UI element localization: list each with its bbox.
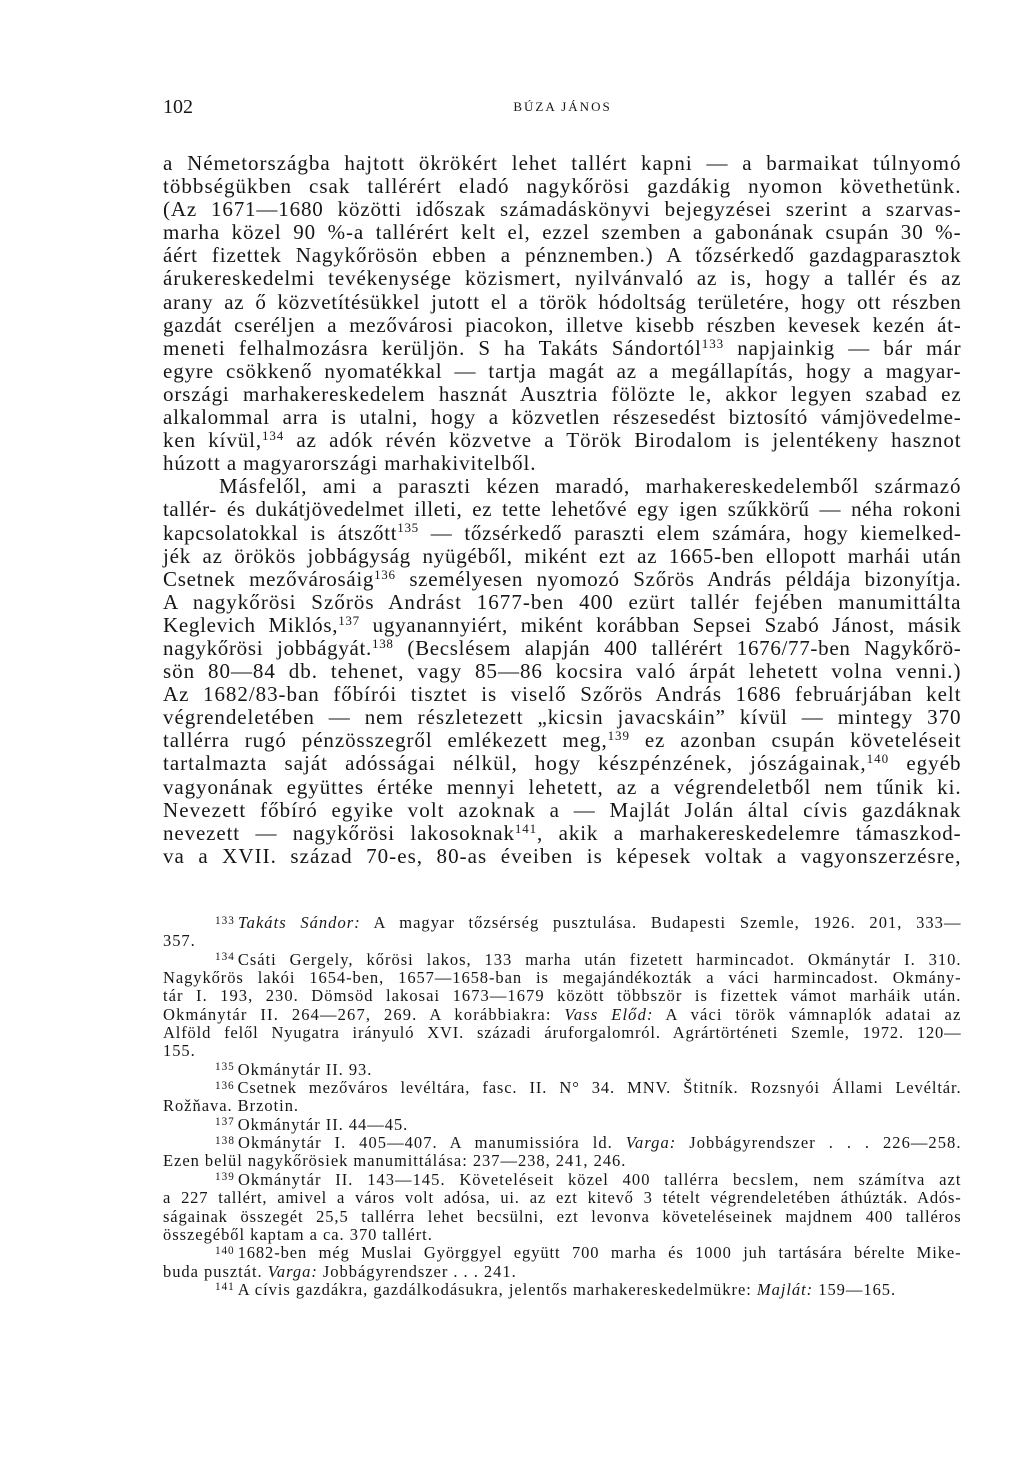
line-text (215, 1061, 372, 1079)
footnote (163, 1171, 962, 1244)
footnote-number: 139 (215, 1171, 235, 1184)
line-text (163, 522, 962, 545)
line-text (215, 1134, 962, 1152)
line-text (219, 475, 962, 498)
text-segment: napjainkig — bár már (724, 335, 962, 360)
text-segment: Csáti Gergely, kőrösi lakos, 133 marha után fizetett harmincadot. Okmánytár I. 310. (237, 949, 962, 969)
line-text (163, 244, 962, 267)
line-text (163, 637, 962, 660)
footnote-line (215, 1061, 962, 1079)
footnote (163, 1116, 962, 1134)
text-segment: ken kívül, (163, 428, 262, 453)
text-line (163, 383, 962, 406)
text-line (163, 729, 962, 752)
line-text (163, 291, 962, 314)
footnote (163, 1079, 962, 1116)
text-segment: alkalommal arra is utalni, hogy a közvetlen részesedést biztosító vámjövedelme- (163, 405, 962, 430)
text-segment: Rožňava. Brzotin. (163, 1096, 300, 1116)
line-text (163, 360, 962, 383)
footnote-number: 136 (215, 1079, 235, 1092)
text-segment: 357. (163, 931, 196, 951)
text-segment: Nagykőrös lakói 1654-ben, 1657—1658-ban is megajándékozták a váci harmincadost. Okmány- (163, 968, 962, 988)
italic-text: Takáts Sándor: (237, 913, 361, 932)
footnote-line (215, 1171, 962, 1189)
line-text (163, 706, 962, 729)
footnote-line (163, 1189, 962, 1207)
footnote-line (163, 969, 962, 987)
footnote (163, 1281, 962, 1299)
text-segment: tartalmazta saját adósságai nélkül, hogy készpénzének, jószágainak, (163, 751, 867, 776)
line-text (163, 845, 962, 868)
line-text (163, 314, 962, 337)
text-line (163, 152, 962, 175)
line-text (163, 221, 962, 244)
text-segment: Keglevich Miklós, (163, 612, 339, 637)
footnote-reference: 137 (338, 612, 360, 628)
line-text (215, 1079, 962, 1097)
footnote-line (215, 1134, 962, 1152)
running-title: BÚZA JÁNOS (513, 99, 612, 114)
line-text (163, 1226, 433, 1244)
text-line (163, 799, 962, 822)
text-segment: A nagykőrösi Szőrös Andrást 1677-ben 400 ezürt tallér fejében manumittálta (163, 589, 962, 614)
text-segment: gazdát cseréljen a mezővárosi piacokon, illetve kisebb részben kevesek kezén át- (163, 312, 962, 337)
footnote-line (215, 1281, 962, 1299)
text-segment: nagykőrösi jobbágyát. (163, 635, 373, 660)
line-text (163, 932, 196, 950)
text-segment: Okmánytár II. 143—145. Követeléseit közel 400 tallérra becslem, nem számítva azt (237, 1169, 962, 1189)
line-text (215, 1244, 962, 1262)
text-segment: Másfelől, ami a paraszti kézen maradó, marhakereskedelemből származó (219, 474, 962, 499)
footnote-line (163, 1024, 962, 1042)
text-segment: személyesen nyomozó Szőrös András példája bizonyítja. (395, 566, 962, 591)
italic-text: Vass Előd: (564, 1004, 654, 1024)
line-text (163, 1097, 299, 1115)
line-text (163, 776, 962, 799)
footnote-line (215, 914, 962, 932)
line-text (163, 1263, 517, 1281)
text-segment: Jobbágyrendszer . . . 241. (317, 1261, 517, 1281)
footnote-line (163, 1263, 962, 1281)
text-segment: egyéb (889, 751, 962, 776)
text-segment: jék az örökös jobbágyság nyügéből, miként ezt az 1665-ben ellopott marhái után (163, 543, 962, 568)
footnotes (163, 914, 962, 1299)
footnote-number: 133 (215, 914, 235, 927)
text-segment: tallérra rugó pénzösszegről emlékezett meg, (163, 728, 608, 753)
line-text (163, 1189, 962, 1207)
line-text (163, 969, 962, 987)
text-segment: , akik a marhakereskedelemre támaszkod- (537, 820, 962, 845)
text-segment: ugyanannyiért, miként korábban Sepsei Szabó Jánost, másik (359, 612, 962, 637)
text-line (163, 522, 962, 545)
text-line (163, 660, 962, 683)
text-line (163, 429, 962, 452)
text-segment: Okmánytár I. 405—407. A manumissióra ld. (237, 1133, 626, 1153)
footnote-reference: 140 (866, 751, 890, 767)
text-segment: — tőzsérkedő paraszti elem számára, hogy kiemelked- (418, 520, 962, 545)
line-text (163, 498, 962, 521)
text-segment: 1682-ben még Muslai Györggyel együtt 700 marha és 1000 juh tartására bérelte Mike- (237, 1243, 962, 1263)
footnote-line (163, 1152, 962, 1170)
line-text (163, 383, 962, 406)
text-segment: marha közel 90 %-a tallérért kelt el, ezzel szemben a gabonának csupán 30 %- (163, 220, 962, 245)
text-line (163, 175, 962, 198)
text-line (163, 845, 962, 868)
line-text (163, 152, 962, 175)
line-text (163, 1152, 626, 1170)
page-header (163, 96, 962, 118)
footnote-reference: 136 (374, 566, 396, 582)
text-line (163, 706, 962, 729)
paragraph (163, 475, 962, 868)
text-line (163, 752, 962, 775)
text-segment: Okmánytár II. 93. (237, 1059, 373, 1079)
line-text (163, 683, 962, 706)
text-line (163, 452, 962, 475)
text-segment: Alföld felől Nyugatra irányuló XVI. századi áruforgalomról. Agrártörténeti Szemle, 1972. 120— (163, 1023, 962, 1043)
text-segment: egyre csökkenő nyomatékkal — tartja magát az a megállapítás, hogy a magyar- (163, 358, 962, 383)
line-text (163, 1006, 962, 1024)
footnote-number: 134 (215, 951, 235, 964)
text-segment: többségükben csak tallérért eladó nagykőrösi gazdákig nyomon követhetünk. (163, 174, 962, 199)
text-segment: tallér- és dukátjövedelmet illeti, ez tette lehetővé egy igen szűkkörű — néha rokoni (163, 497, 962, 522)
line-text (163, 1042, 196, 1060)
text-segment: végrendeletében — nem részletezett „kicsin javacskáin” kívül — mintegy 370 (163, 705, 962, 730)
text-segment: arany az ő közvetítésükkel jutott el a török hódoltság területére, hogy ott részben (163, 289, 962, 314)
text-segment: nevezett — nagykőrösi lakosoknak (163, 820, 515, 845)
line-text (163, 175, 962, 198)
line-text (163, 822, 962, 845)
text-segment: Jobbágyrendszer . . . 226—258. (676, 1133, 962, 1153)
line-text (215, 1281, 896, 1299)
text-segment: Nevezett főbíró egyike volt azoknak a — Majlát Jolán által cívis gazdáknak (163, 797, 962, 822)
line-text (215, 951, 962, 969)
footnote (163, 914, 962, 951)
text-line (163, 291, 962, 314)
footnote-line (163, 932, 962, 950)
footnote-line (163, 1097, 962, 1115)
footnote-number: 137 (215, 1116, 235, 1129)
footnote-reference: 134 (261, 427, 285, 443)
text-line (163, 406, 962, 429)
line-text (163, 545, 962, 568)
text-segment: A magyar tőzsérség pusztulása. Budapesti Szemle, 1926. 201, 333— (360, 913, 962, 932)
page-number: 102 (163, 96, 193, 118)
text-segment: meneti felhalmozásra kerüljön. S ha Takáts Sándortól (163, 335, 702, 360)
footnote (163, 1134, 962, 1171)
text-segment: Az 1682/83-ban főbírói tisztet is viselő Szőrös András 1686 februárjában kelt (163, 682, 962, 707)
footnote-reference: 135 (397, 520, 419, 536)
text-line (163, 614, 962, 637)
footnote-line (163, 1208, 962, 1226)
italic-text: Varga: (625, 1133, 677, 1153)
text-segment: kapcsolatokkal is átszőtt (163, 520, 398, 545)
text-segment: Ezen belül nagykőrösiek manumittálása: 237—238, 241, 246. (163, 1151, 627, 1171)
footnote-line (215, 951, 962, 969)
footnote-reference: 141 (514, 820, 538, 836)
footnote-number: 138 (215, 1134, 235, 1147)
text-segment: Okmánytár II. 44—45. (237, 1114, 409, 1134)
line-text (163, 1208, 962, 1226)
text-segment: Csetnek mezővárosáig (163, 566, 375, 591)
text-segment: országi marhakereskedelem hasznát Ausztria fölözte le, akkor legyen szabad ez (163, 381, 962, 406)
text-segment: A váci török vámnaplók adatai az (653, 1004, 962, 1024)
line-text (215, 1116, 408, 1134)
text-line (163, 568, 962, 591)
line-text (163, 591, 962, 614)
text-segment: összegéből kaptam a ca. 370 tallért. (163, 1224, 433, 1244)
text-line (219, 475, 962, 498)
footnote-number: 140 (215, 1244, 235, 1257)
line-text (163, 198, 962, 221)
text-line (163, 776, 962, 799)
footnote (163, 1061, 962, 1079)
text-segment: a Németországba hajtott ökrökért lehet tallért kapni — a barmaikat túlnyomó (163, 151, 962, 175)
line-text (163, 337, 962, 360)
text-segment: va a XVII. század 70-es, 80-as éveiben is képesek voltak a vagyonszerzésre, (163, 843, 962, 868)
italic-text: Varga: (267, 1261, 318, 1281)
footnote-line (163, 1042, 962, 1060)
footnote-line (163, 1226, 962, 1244)
text-segment: 159—165. (813, 1279, 897, 1299)
text-segment: a 227 tallért, amivel a város volt adósa, ui. az ezt kitevő 3 tételt végrendeletében áthúzták. Adós- (163, 1188, 962, 1208)
text-line (163, 314, 962, 337)
footnote (163, 1244, 962, 1281)
line-text (163, 429, 961, 452)
text-segment: az adók révén közvetve a Török Birodalom is jelentékeny hasznot (284, 428, 962, 453)
text-line (163, 498, 962, 521)
text-line (163, 337, 962, 360)
text-segment: vagyonának együttes értéke mennyi lehetett, az a végrendeletből nem tűnik ki. (163, 774, 962, 799)
line-text (163, 406, 962, 429)
text-segment: 155. (163, 1041, 196, 1061)
paragraph (163, 152, 962, 475)
text-line (163, 545, 962, 568)
text-segment: tár I. 193, 230. Dömsöd lakosai 1673—1679 között többször is fizettek vámot marháik után. (163, 986, 962, 1006)
italic-text: Majlát: (756, 1279, 814, 1299)
line-text (163, 660, 962, 683)
text-line (163, 360, 962, 383)
line-text (163, 568, 962, 591)
line-text (215, 914, 962, 932)
text-segment: ez azonban csupán követeléseit (629, 728, 962, 753)
text-segment: sön 80—84 db. tehenet, vagy 85—86 kocsira való árpát lehetett volna venni.) (163, 659, 962, 684)
text-line (163, 591, 962, 614)
line-text (163, 987, 962, 1005)
text-line (163, 822, 962, 845)
line-text (163, 267, 962, 290)
footnote-line (163, 987, 962, 1005)
text-line (163, 221, 962, 244)
text-line (163, 683, 962, 706)
footnote-line (215, 1079, 962, 1097)
text-segment: áért fizettek Nagykőrösön ebben a pénznemben.) A tőzsérkedő gazdagparasztok (163, 243, 962, 268)
text-segment: (Az 1671—1680 közötti időszak számadáskönyvi bejegyzései szerint a szarvas- (163, 197, 962, 222)
text-segment: (Becslésem alapján 400 tallérért 1676/77-ben Nagykőrö- (393, 635, 962, 660)
footnote-line (215, 1116, 962, 1134)
footnote (163, 951, 962, 1061)
footnote-reference: 133 (701, 335, 725, 351)
text-segment: árukereskedelmi tevékenysége közismert, nyilvánvaló az is, hogy a tallér és az (163, 266, 962, 291)
footnote-number: 135 (215, 1061, 235, 1074)
text-line (163, 637, 962, 660)
footnote-line (215, 1244, 962, 1262)
footnote-reference: 138 (372, 635, 394, 651)
line-text (163, 799, 962, 822)
text-segment: Okmánytár II. 264—267, 269. A korábbiakra: (163, 1004, 565, 1024)
footnote-reference: 139 (607, 728, 630, 744)
body-text (163, 152, 962, 868)
line-text (163, 614, 962, 637)
footnote-line (163, 1006, 962, 1024)
text-line (163, 198, 962, 221)
text-line (163, 244, 962, 267)
text-segment: A cívis gazdákra, gazdálkodásukra, jelentős marhakereskedelmükre: (237, 1279, 757, 1299)
line-text (163, 1024, 962, 1042)
text-segment: húzott a magyarországi marhakivitelből. (163, 451, 537, 476)
text-line (163, 267, 962, 290)
line-text (163, 452, 536, 475)
text-segment: Csetnek mezőváros levéltára, fasc. II. N° 34. MNV. Štitník. Rozsnyói Állami Levéltár. (237, 1078, 962, 1098)
line-text (215, 1171, 962, 1189)
footnote-number: 141 (215, 1281, 235, 1294)
text-segment: buda pusztát. (163, 1261, 268, 1281)
line-text (163, 729, 962, 752)
text-segment: ságainak összegét 25,5 tallérra lehet becsülni, ezt levonva követeléseinek majdnem 400 talléros (163, 1206, 962, 1226)
line-text (163, 752, 962, 775)
